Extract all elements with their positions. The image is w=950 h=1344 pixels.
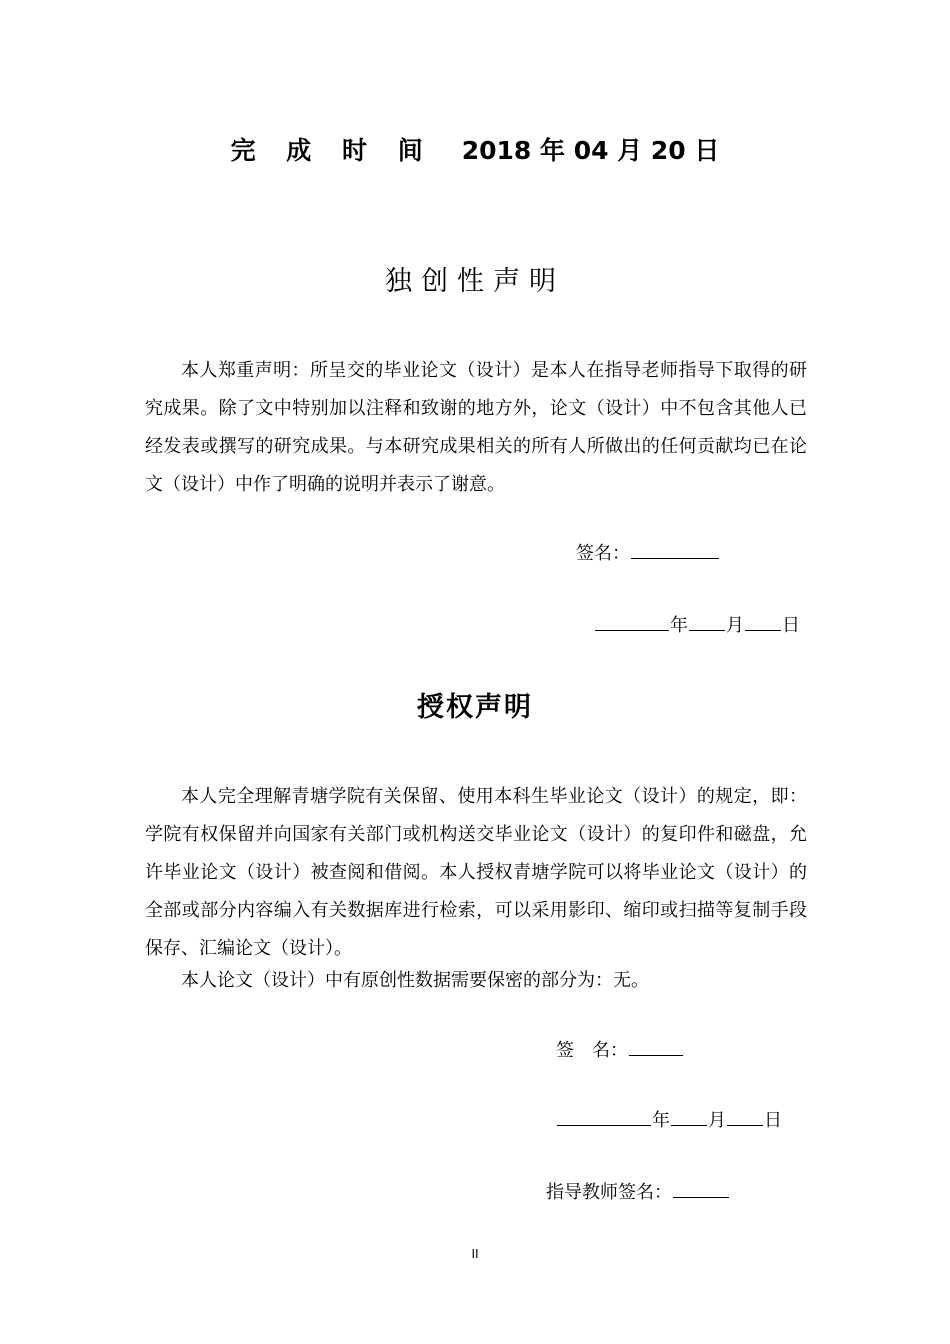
originality-month-label: 月 <box>726 615 744 636</box>
authorization-month-blank[interactable] <box>671 1107 707 1126</box>
originality-year-label: 年 <box>670 615 688 636</box>
authorization-title: 授权声明 <box>417 692 533 723</box>
authorization-year-blank[interactable] <box>557 1107 651 1126</box>
originality-paragraph: 本人郑重声明：所呈交的毕业论文（设计）是本人在指导老师指导下取得的研究成果。除了文中特别加以注释和致谢的地方外，论文（设计）中不包含其他人已经发表或撰写的研究成果。与本研究成果相关的所有人所做出的任何贡献均已在论文（设计）中作了明确的说明并表示了谢意。 <box>145 360 807 495</box>
originality-day-blank[interactable] <box>745 612 781 631</box>
originality-date <box>594 611 800 641</box>
page-number: II <box>471 1247 479 1261</box>
completion-time-label: 完 成 时 间 <box>230 136 434 165</box>
authorization-year-label: 年 <box>652 1110 670 1131</box>
advisor-signature-blank[interactable] <box>673 1179 729 1198</box>
authorization-month-label: 月 <box>708 1110 726 1131</box>
completion-time <box>0 134 950 168</box>
originality-month-blank[interactable] <box>689 612 725 631</box>
authorization-signature-blank[interactable] <box>629 1037 683 1056</box>
originality-day-label: 日 <box>782 615 800 636</box>
authorization-paragraph-2: 本人论文（设计）中有原创性数据需要保密的部分为：无。 <box>181 970 649 991</box>
advisor-signature <box>546 1178 730 1208</box>
authorization-signature-label: 签 名： <box>556 1040 628 1061</box>
originality-signature-blank[interactable] <box>631 540 719 559</box>
originality-title: 独创性声明 <box>385 266 565 297</box>
originality-signature <box>576 539 720 569</box>
advisor-signature-label: 指导教师签名： <box>546 1182 672 1203</box>
authorization-date <box>556 1106 782 1136</box>
originality-signature-label: 签名： <box>576 543 630 564</box>
authorization-day-blank[interactable] <box>727 1107 763 1126</box>
completion-time-value: 2018 年 04 月 20 日 <box>461 136 720 165</box>
authorization-paragraph-1: 本人完全理解青塘学院有关保留、使用本科生毕业论文（设计）的规定，即：学院有权保留并向国家有关部门或机构送交毕业论文（设计）的复印件和磁盘，允许毕业论文（设计）被查阅和借阅。本人授权青塘学院可以将毕业论文（设计）的全部或部分内容编入有关数据库进行检索，可以采用影印、缩印或扫描等复制手段保存、汇编论文（设计）。 <box>145 786 807 959</box>
originality-year-blank[interactable] <box>595 612 669 631</box>
authorization-signature <box>556 1036 684 1066</box>
authorization-day-label: 日 <box>764 1110 782 1131</box>
